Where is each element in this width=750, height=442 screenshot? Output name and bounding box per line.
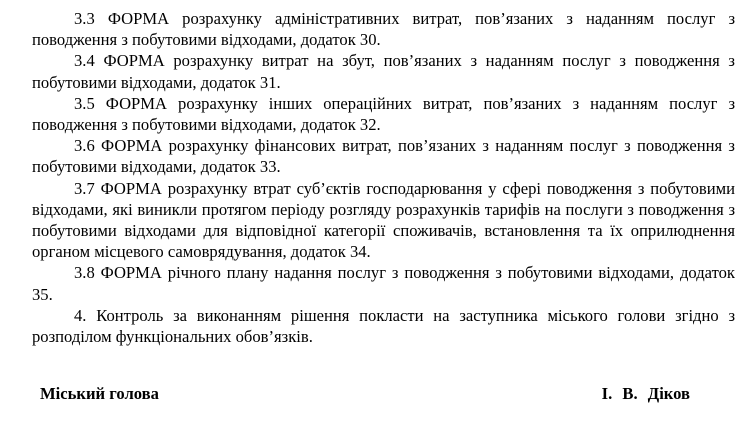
paragraph-text: ФОРМА розрахунку адміністративних витрат, пов’язаних з наданням послуг з поводження з побутовими відходами, додаток 30. xyxy=(32,9,735,50)
paragraph-3-8 xyxy=(32,262,735,304)
paragraph-text: ФОРМА річного плану надання послуг з поводження з побутовими відходами, додаток 35. xyxy=(32,263,735,304)
paragraph-3-5 xyxy=(32,93,735,135)
paragraph-4 xyxy=(32,305,735,347)
paragraph-3-4 xyxy=(32,50,735,92)
paragraph-number: 3.5 xyxy=(74,93,95,113)
signature-title: Міський голова xyxy=(40,384,159,403)
paragraph-3-3 xyxy=(32,8,735,50)
paragraph-text: Контроль за виконанням рішення покласти на заступника міського голови згідно з розподілом функціональних обов’язків. xyxy=(32,305,736,347)
paragraph-3-6 xyxy=(32,135,735,177)
paragraph-number: 3.8 xyxy=(74,263,95,283)
paragraph-number: 3.4 xyxy=(74,51,95,71)
paragraph-text: ФОРМА розрахунку інших операційних витрат, пов’язаних з наданням послуг з поводження з побутовими відходами, додаток 32. xyxy=(32,93,735,135)
paragraph-text: ФОРМА розрахунку витрат на збут, пов’язаних з наданням послуг з поводження з побутовими відходами, додаток 31. xyxy=(32,51,735,92)
signature-name: І. В. Діков xyxy=(601,384,690,403)
document-body xyxy=(32,8,735,347)
paragraph-number: 3.6 xyxy=(74,136,95,156)
paragraph-3-7 xyxy=(32,178,735,263)
paragraph-text: ФОРМА розрахунку фінансових витрат, пов’язаних з наданням послуг з поводження з побутовими відходами, додаток 33. xyxy=(32,136,735,177)
paragraph-text: ФОРМА розрахунку втрат суб’єктів господарювання у сфері поводження з побутовими відходами, які виникли протягом періоду розгляду розрахунків тарифів на послуги з поводження з побутовими відходами для відповідної категорії споживачів, встановлення та їх оприлюднення органом місцевого самоврядування, додаток 34. xyxy=(32,178,736,262)
paragraph-number: 3.3 xyxy=(74,9,95,28)
paragraph-number: 4. xyxy=(74,305,87,325)
signature-block xyxy=(40,384,690,404)
paragraph-number: 3.7 xyxy=(74,178,95,198)
